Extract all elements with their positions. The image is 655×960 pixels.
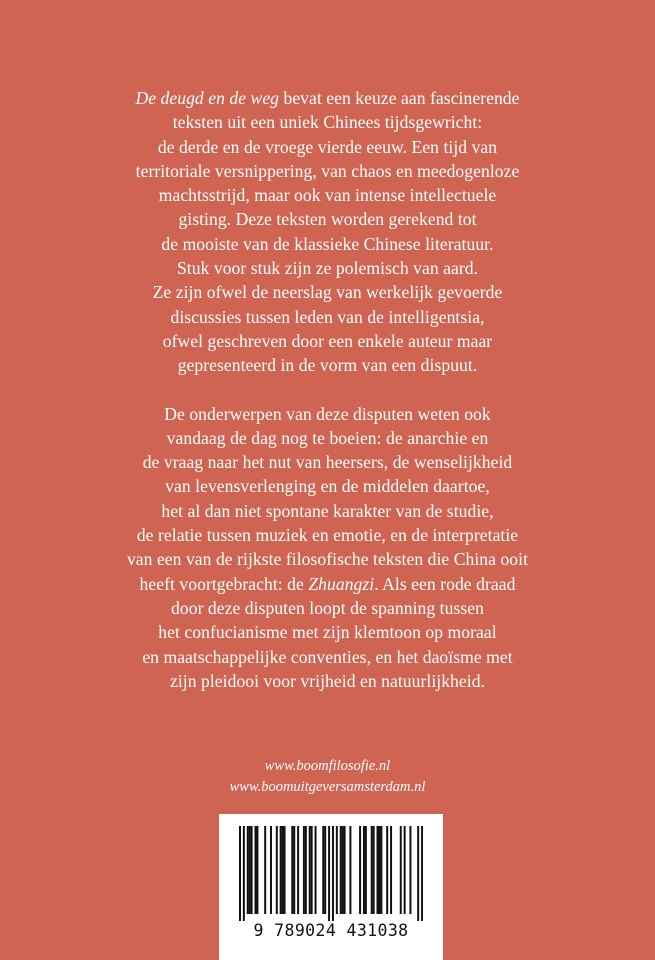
barcode-bar (264, 826, 266, 914)
blurb-line (60, 280, 595, 304)
text-segment: de relatie tussen muziek en emotie, en de interpretatie (136, 525, 519, 546)
blurb-line (60, 645, 595, 669)
blurb-line (60, 499, 595, 523)
text-segment: van een van de rijkste filosofische teksten die China ooit (126, 549, 529, 570)
blurb-paragraph (60, 402, 595, 694)
back-cover-blurb (60, 86, 595, 693)
barcode-bar (247, 826, 249, 914)
barcode-bar (349, 826, 351, 914)
barcode-bar (378, 826, 380, 914)
barcode-bar (249, 826, 251, 914)
barcode-bar (239, 826, 241, 921)
barcode-bar (282, 826, 284, 914)
barcode-bar (371, 826, 373, 914)
blurb-line (60, 572, 595, 596)
text-segment: discussies tussen leden van de intelligentsia, (170, 306, 485, 327)
blurb-line (60, 547, 595, 571)
text-segment: territoriale versnippering, van chaos en meedogenloze (135, 160, 520, 181)
barcode-bar (380, 826, 382, 914)
barcode-bar (303, 826, 305, 914)
barcode-bar (284, 826, 286, 914)
blurb-line (60, 474, 595, 498)
text-segment: het confucianisme met zijn klemtoon op moraal (158, 622, 497, 643)
text-segment: machtsstrijd, maar ook van intense intellectuele (158, 185, 497, 206)
barcode-bar (270, 826, 272, 914)
blurb-line (60, 232, 595, 256)
barcode-bar (373, 826, 375, 914)
blurb-line (60, 523, 595, 547)
barcode-bar (332, 826, 334, 921)
barcode-bar (251, 826, 253, 914)
text-segment: ofwel geschreven door een enkele auteur maar (162, 330, 493, 351)
barcode-bar (363, 826, 365, 914)
barcode-bar (342, 826, 344, 914)
text-segment: heeft voortgebracht: de (139, 573, 309, 594)
blurb-line (60, 135, 595, 159)
barcode-bar (377, 826, 379, 914)
barcode-bar (305, 826, 307, 914)
barcode-bar (421, 826, 423, 921)
text-segment: Ze zijn ofwel de neerslag van werkelijk gevoerde (152, 282, 503, 303)
barcode-bar (390, 826, 392, 914)
text-segment: . Als een rode draad (374, 573, 516, 594)
blurb-line (60, 426, 595, 450)
text-segment: Stuk voor stuk zijn ze polemisch van aard. (176, 258, 479, 279)
barcode-bar (359, 826, 361, 914)
blurb-line (60, 110, 595, 134)
book-title: Zhuangzi (308, 573, 375, 594)
text-segment: teksten uit een uniek Chinees tijdsgewricht: (172, 112, 483, 133)
barcode-bar (297, 826, 299, 914)
barcode-bar (276, 826, 278, 914)
blurb-line (60, 353, 595, 377)
barcode-bar (311, 826, 313, 914)
text-segment: de vraag naar het nut van heersers, de wenselijkheid (142, 452, 513, 473)
text-segment: de derde en de vroege vierde eeuw. Een tijd van (157, 136, 498, 157)
barcode-bar (400, 826, 402, 914)
blurb-paragraph (60, 86, 595, 378)
text-segment: gisting. Deze teksten worden gerekend tot (178, 209, 477, 230)
barcode-bar (409, 826, 411, 914)
barcode-bar (315, 826, 317, 914)
book-title: De deugd en de weg (135, 88, 280, 108)
blurb-line (60, 159, 595, 183)
barcode-bar (280, 826, 282, 914)
barcode-bar (328, 826, 330, 921)
barcode-label (219, 814, 443, 960)
blurb-line (60, 450, 595, 474)
blurb-line (60, 256, 595, 280)
barcode-bar (365, 826, 367, 914)
publisher-urls (0, 756, 655, 798)
url-boomfilosofie[interactable]: www.boomfilosofie.nl (264, 758, 391, 774)
text-segment: de mooiste van de klassieke Chinese literatuur. (161, 233, 494, 254)
isbn-number: 9 789024 431038 (253, 921, 409, 940)
blurb-line (60, 596, 595, 620)
barcode-bar (417, 826, 419, 921)
ean13-barcode (239, 826, 423, 921)
blurb-line (60, 305, 595, 329)
barcode-bar (322, 826, 324, 914)
text-segment: van levensverlenging en de middelen daartoe, (165, 476, 490, 497)
url-boomuitgevers[interactable]: www.boomuitgeversamsterdam.nl (229, 779, 426, 795)
blurb-line (60, 402, 595, 426)
text-segment: door deze disputen loopt de spanning tussen (171, 597, 484, 618)
text-segment: De onderwerpen van deze disputen weten ook (164, 403, 491, 424)
barcode-bar (254, 826, 256, 914)
blurb-line (60, 669, 595, 693)
barcode-bar (404, 826, 406, 914)
blurb-line (60, 86, 595, 110)
barcode-bar (336, 826, 338, 914)
text-segment: het al dan niet spontane karakter van de studie, (161, 500, 494, 521)
blurb-line (60, 207, 595, 231)
text-segment: gepresenteerd in de vorm van een dispuut. (177, 355, 478, 376)
barcode-bar (386, 826, 388, 914)
barcode-bar (291, 826, 293, 914)
barcode-bar (309, 826, 311, 914)
text-segment: vandaag de dag nog te boeien: de anarchie en (166, 427, 489, 448)
blurb-line (60, 183, 595, 207)
text-segment: zijn pleidooi voor vrijheid en natuurlijkheid. (169, 670, 485, 691)
text-segment: bevat een keuze aan fascinerende (279, 88, 520, 108)
barcode-bar (324, 826, 326, 914)
barcode-bar (256, 826, 258, 914)
barcode-bar (293, 826, 295, 914)
blurb-line (60, 620, 595, 644)
text-segment: en maatschappelijke conventies, en het daoïsme met (142, 646, 513, 667)
barcode-bar (344, 826, 346, 914)
blurb-line (60, 329, 595, 353)
barcode-bar (243, 826, 245, 921)
barcode-bar (340, 826, 342, 914)
